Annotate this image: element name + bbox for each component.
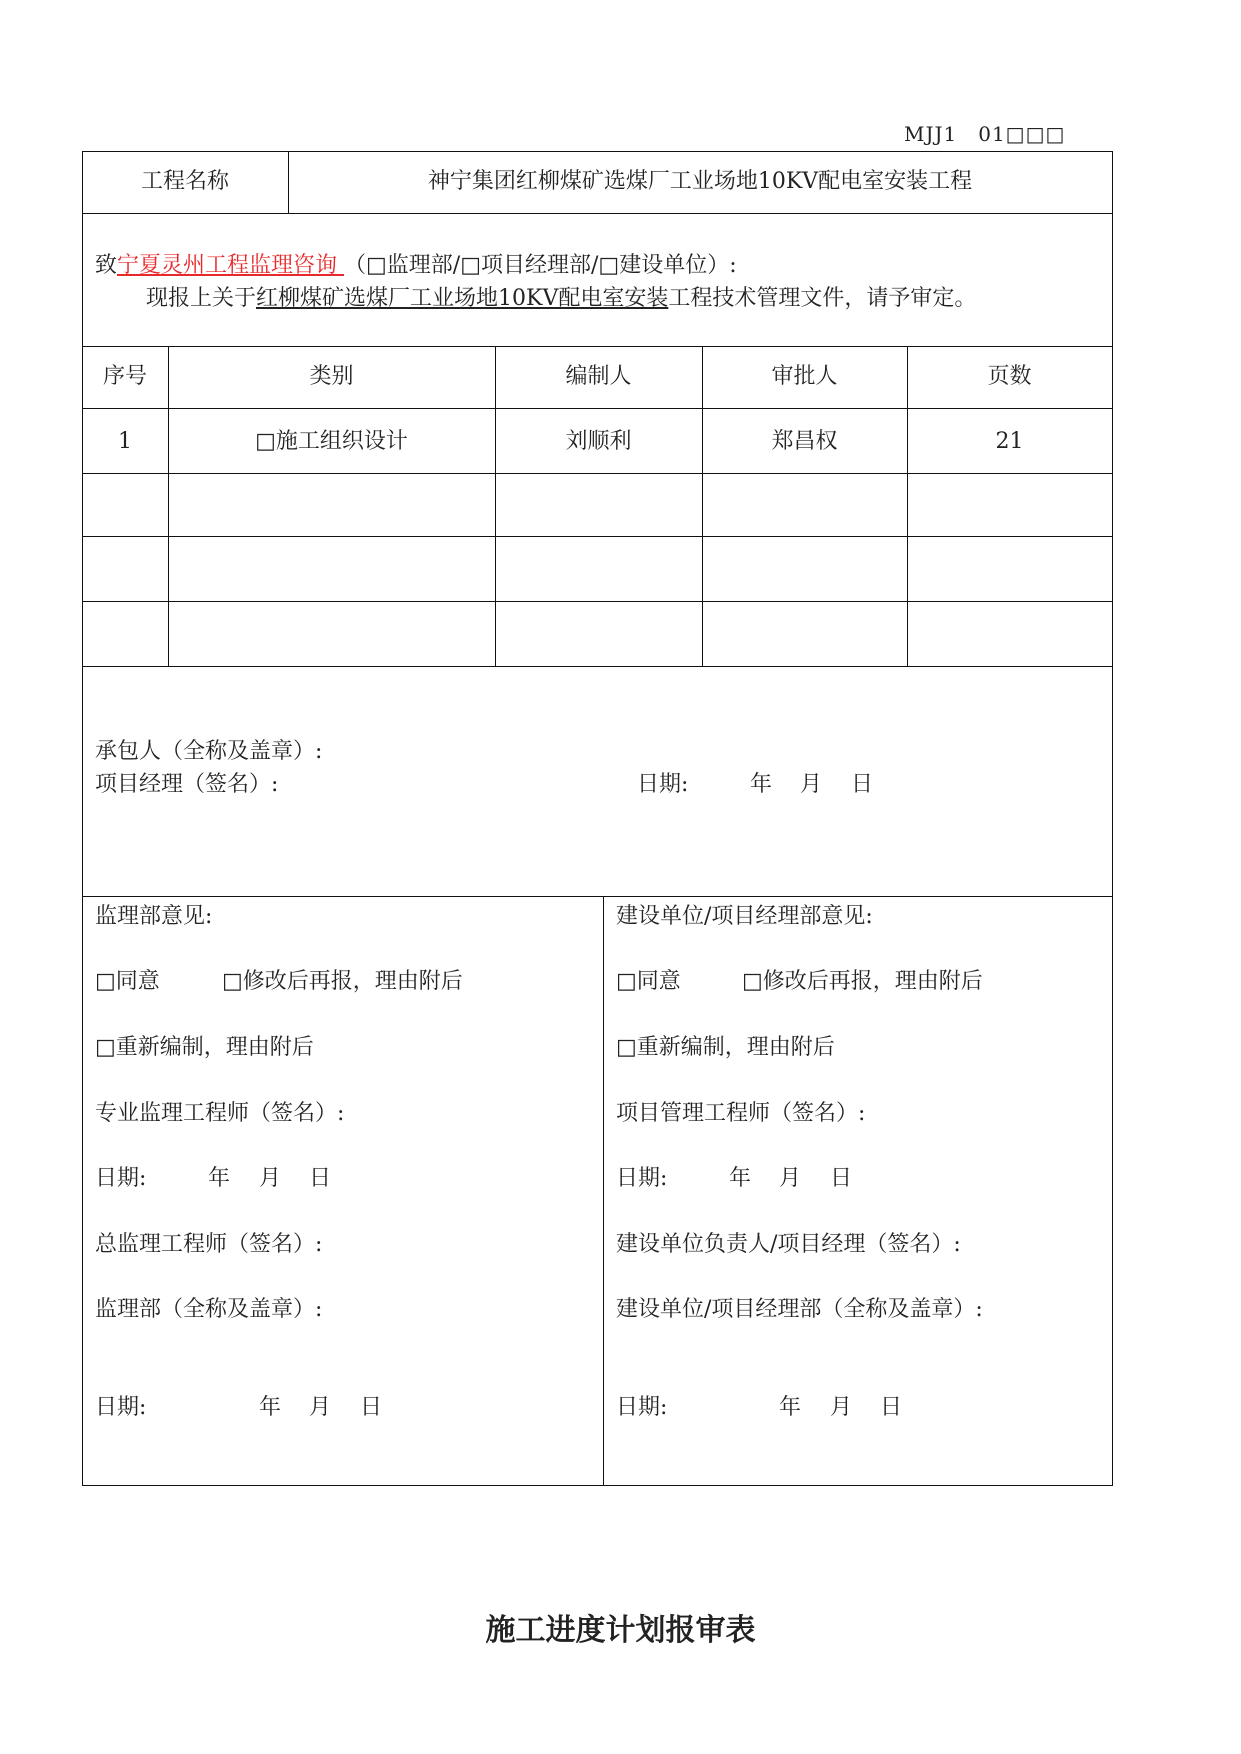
rule [82, 408, 1113, 409]
supervisor-day-2: 日 [360, 1395, 383, 1420]
header-approver: 审批人 [771, 364, 838, 389]
document-code: MJJ1 01□□□ [904, 122, 1066, 146]
owner-year: 年 [729, 1166, 752, 1191]
rule [168, 346, 169, 666]
header-category: 类别 [309, 364, 354, 389]
contractor-month: 月 [800, 772, 823, 797]
supervisor-date-label: 日期: [95, 1166, 147, 1191]
supervisor-opinion-label: 监理部意见: [95, 904, 213, 929]
rule [82, 666, 1113, 667]
contractor-date-label: 日期: [637, 772, 689, 797]
owner-date-label: 日期: [616, 1166, 668, 1191]
cell-category: □施工组织设计 [255, 429, 408, 454]
supervisor-year: 年 [208, 1166, 231, 1191]
rule [603, 896, 604, 1486]
project-label: 工程名称 [140, 169, 229, 194]
rule [82, 601, 1113, 602]
supervisor-day: 日 [309, 1166, 332, 1191]
owner-day-2: 日 [880, 1395, 903, 1420]
report-prefix: 现报上关于 [146, 286, 257, 311]
report-project: 红柳煤矿选煤厂工业场地10KV配电室安装 [256, 286, 669, 311]
owner-engineer-sign: 项目管理工程师（签名）: [616, 1101, 866, 1126]
rule [82, 536, 1113, 537]
supervisor-engineer-sign: 专业监理工程师（签名）: [95, 1101, 345, 1126]
border-top [82, 151, 1113, 152]
cell-pages: 21 [995, 429, 1024, 454]
rule [82, 213, 1113, 214]
supervisor-redo-checkbox[interactable]: □重新编制，理由附后 [95, 1035, 314, 1060]
header-pages: 页数 [987, 364, 1032, 389]
supervisor-dept-seal: 监理部（全称及盖章）: [95, 1297, 323, 1322]
owner-day: 日 [830, 1166, 853, 1191]
address-prefix: 致 [95, 253, 118, 278]
contractor-day: 日 [851, 772, 874, 797]
owner-dept-seal: 建设单位/项目经理部（全称及盖章）: [616, 1297, 983, 1322]
owner-revise-checkbox[interactable]: □修改后再报，理由附后 [742, 969, 983, 994]
rule [82, 473, 1113, 474]
owner-date-label-2: 日期: [616, 1395, 668, 1420]
owner-redo-checkbox[interactable]: □重新编制，理由附后 [616, 1035, 835, 1060]
rule [82, 346, 1113, 347]
contractor-label: 承包人（全称及盖章）: [95, 739, 323, 764]
report-line [146, 288, 976, 310]
border-bottom [82, 1485, 1113, 1486]
rule [702, 346, 703, 666]
cell-author: 刘顺利 [565, 429, 632, 454]
supervisor-month: 月 [259, 1166, 282, 1191]
owner-leader-sign: 建设单位负责人/项目经理（签名）: [616, 1232, 961, 1257]
address-line [95, 255, 737, 277]
rule [907, 346, 908, 666]
report-suffix: 工程技术管理文件，请予审定。 [668, 286, 977, 311]
supervisor-year-2: 年 [259, 1395, 282, 1420]
recipient-name: 宁夏灵州工程监理咨询 [117, 253, 345, 278]
owner-agree-checkbox[interactable]: □同意 [616, 969, 681, 994]
header-author: 编制人 [565, 364, 632, 389]
owner-year-2: 年 [779, 1395, 802, 1420]
chief-supervisor-sign: 总监理工程师（签名）: [95, 1232, 323, 1257]
cell-index: 1 [118, 429, 132, 454]
owner-opinion-label: 建设单位/项目经理部意见: [616, 904, 873, 929]
owner-month: 月 [779, 1166, 802, 1191]
rule [82, 896, 1113, 897]
cell-approver: 郑昌权 [771, 429, 838, 454]
supervisor-revise-checkbox[interactable]: □修改后再报，理由附后 [222, 969, 463, 994]
contractor-year: 年 [750, 772, 773, 797]
manager-sign-label: 项目经理（签名）: [95, 772, 279, 797]
project-name: 神宁集团红柳煤矿选煤厂工业场地10KV配电室安装工程 [427, 169, 973, 194]
supervisor-agree-checkbox[interactable]: □同意 [95, 969, 160, 994]
next-page-title: 施工进度计划报审表 [485, 1613, 756, 1648]
border-right [1112, 151, 1113, 1486]
header-index: 序号 [102, 364, 147, 389]
rule [495, 346, 496, 666]
supervisor-month-2: 月 [309, 1395, 332, 1420]
supervisor-date-label-2: 日期: [95, 1395, 147, 1420]
recipient-options: （□监理部/□项目经理部/□建设单位）: [344, 253, 737, 278]
border-left [82, 151, 83, 1486]
owner-month-2: 月 [830, 1395, 853, 1420]
